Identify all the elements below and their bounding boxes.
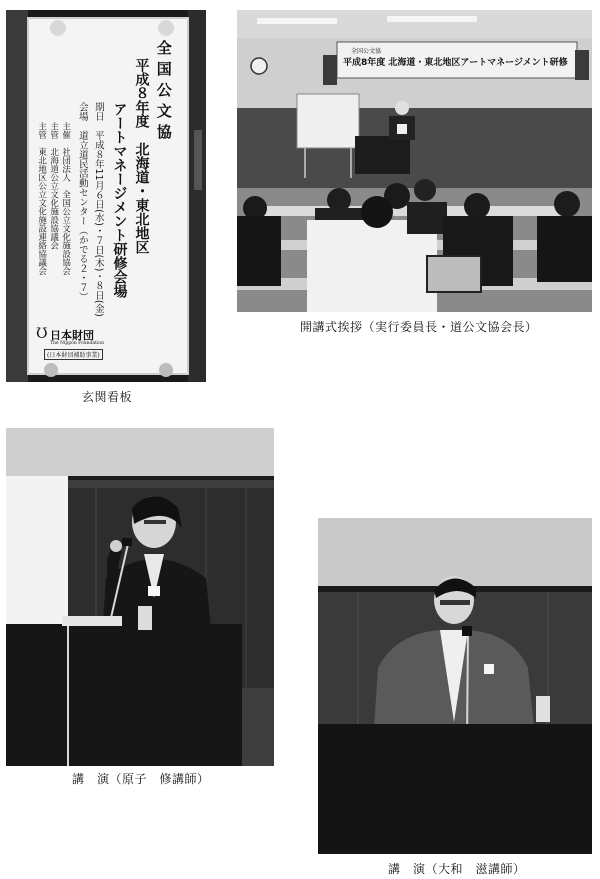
lecture-yamato-photo xyxy=(318,518,592,854)
sign-title-line1: 平成８年度 北海道・東北地区 xyxy=(133,58,150,254)
logo-en: The Nippon Foundation xyxy=(50,341,104,346)
caption-lecture-hara: 講 演（原子 修講師） xyxy=(72,772,210,786)
sign-title-line2: アートマネージメント研修会場 xyxy=(111,102,128,298)
logo-sub: (日本財団補助事業) xyxy=(44,349,103,360)
sign-organizer-2: 主管 北海道公立文化施設協議会 xyxy=(48,122,59,250)
caption-opening-address: 開講式挨拶（実行委員長・道公文協会長） xyxy=(300,320,538,334)
signboard-photo xyxy=(6,10,206,382)
sign-heading: 全国公文協 xyxy=(154,40,173,145)
caption-lecture-yamato: 講 演（大和 滋講師） xyxy=(388,862,526,876)
lecture-hara-scene xyxy=(6,428,274,766)
logo-name: 日本財団 xyxy=(50,329,94,342)
opening-address-photo xyxy=(237,10,592,312)
lecture-hara-photo xyxy=(6,428,274,766)
sign-organizer-1: 主催 社団法人 全国公立文化施設協会 xyxy=(60,122,71,275)
sign-venue: 会場 道立道民活動センター（かでる２・７） xyxy=(76,102,88,302)
caption-signboard: 玄関看板 xyxy=(82,390,133,404)
logo-symbol-icon: Ʊ xyxy=(36,326,48,342)
lecture-yamato-scene xyxy=(318,518,592,854)
sign-organizer-3: 主管 東北地区公立文化施設連絡協議会 xyxy=(36,122,47,275)
banner-line2: 平成8年度 北海道・東北地区アートマネージメント研修 xyxy=(343,58,568,68)
banner-line1: 全国公文協 xyxy=(351,48,382,55)
sign-dates: 期日 平成８年11月６日(水)・７日(木)・８日(金) xyxy=(92,102,104,317)
nippon-foundation-logo xyxy=(36,326,116,360)
